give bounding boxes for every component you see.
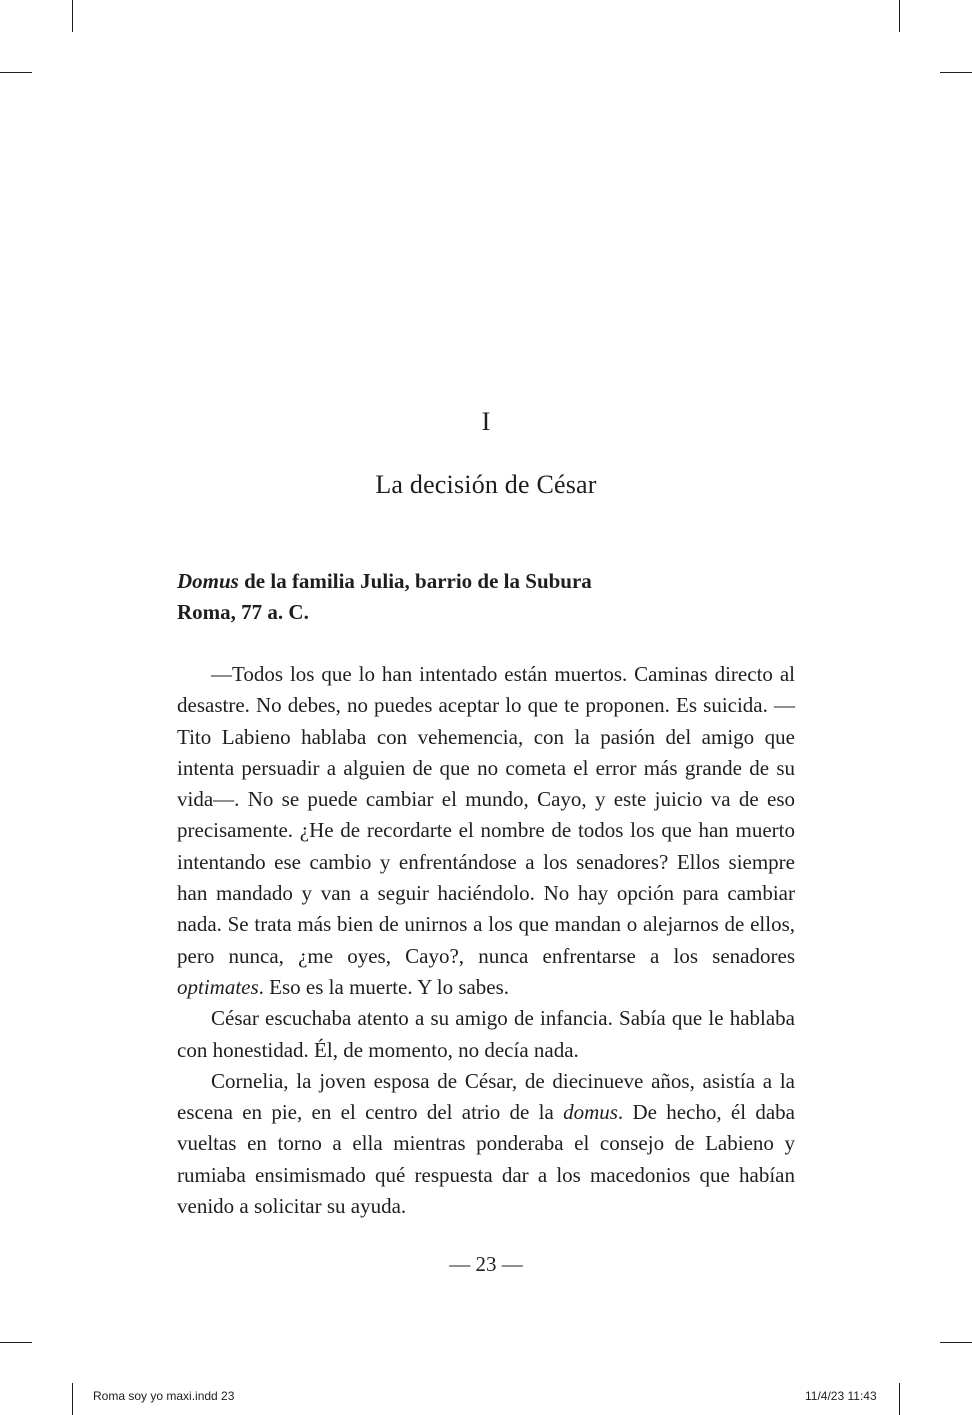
crop-mark <box>72 0 73 32</box>
paragraph-text: . Eso es la muerte. Y lo sabes. <box>258 974 510 999</box>
crop-mark <box>899 0 900 32</box>
paragraph-italic: optimates <box>177 974 259 999</box>
crop-mark <box>940 72 972 73</box>
location-italic-word: Domus <box>177 569 239 593</box>
crop-mark <box>72 1383 73 1415</box>
paragraph <box>177 659 795 1003</box>
body-text <box>177 659 795 1222</box>
paragraph-text: —Todos los que lo han intentado están muertos. Caminas directo al desastre. No debes, no puedes aceptar lo que te proponen. Es suicida. —Tito Labieno hablaba con vehemencia, con la pasión del amigo que intenta persuadir a alguien de que no cometa el error más grande de su vida—. No se puede cambiar el mundo, Cayo, y este juicio va de eso precisamente. ¿He de recordarte el nombre de todos los que han muerto intentando ese cambio y enfrentándose a los senadores? Ellos siempre han mandado y van a seguir haciéndolo. No hay opción para cambiar nada. Se trata más bien de unirnos a los que mandan o alejarnos de ellos, pero nunca, ¿me oyes, Cayo?, nunca enfrentarse a los senadores <box>177 662 795 968</box>
crop-mark <box>899 1383 900 1415</box>
location-line-1-rest: de la familia Julia, barrio de la Subura <box>238 569 592 593</box>
crop-mark <box>0 72 32 73</box>
paragraph <box>177 1066 795 1222</box>
slug-filename: Roma soy yo maxi.indd 23 <box>93 1389 235 1403</box>
page-number: — 23 — <box>449 1252 523 1276</box>
crop-mark <box>0 1342 32 1343</box>
location-line-1 <box>177 566 797 597</box>
crop-mark <box>940 1342 972 1343</box>
paragraph-text: . De hecho, él daba vueltas en torno a ella mientras ponderaba el consejo de Labieno y rumiaba ensimismado qué respuesta dar a los macedonios que habían venido a solicitar su ayuda. <box>177 1100 795 1219</box>
slug-date: 11/4/23 11:43 <box>805 1389 877 1403</box>
location-heading <box>177 566 797 628</box>
chapter-number: I <box>481 407 491 436</box>
paragraph-italic: domus <box>563 1100 618 1125</box>
paragraph: César escuchaba atento a su amigo de infancia. Sabía que le hablaba con honestidad. Él, de momento, no decía nada. <box>177 1006 795 1062</box>
location-line-2: Roma, 77 a. C. <box>177 600 309 624</box>
chapter-title: La decisión de César <box>375 470 597 499</box>
paragraph-text: Cornelia, la joven esposa de César, de diecinueve años, asistía a la escena en pie, en el centro del atrio de la <box>177 1068 795 1125</box>
